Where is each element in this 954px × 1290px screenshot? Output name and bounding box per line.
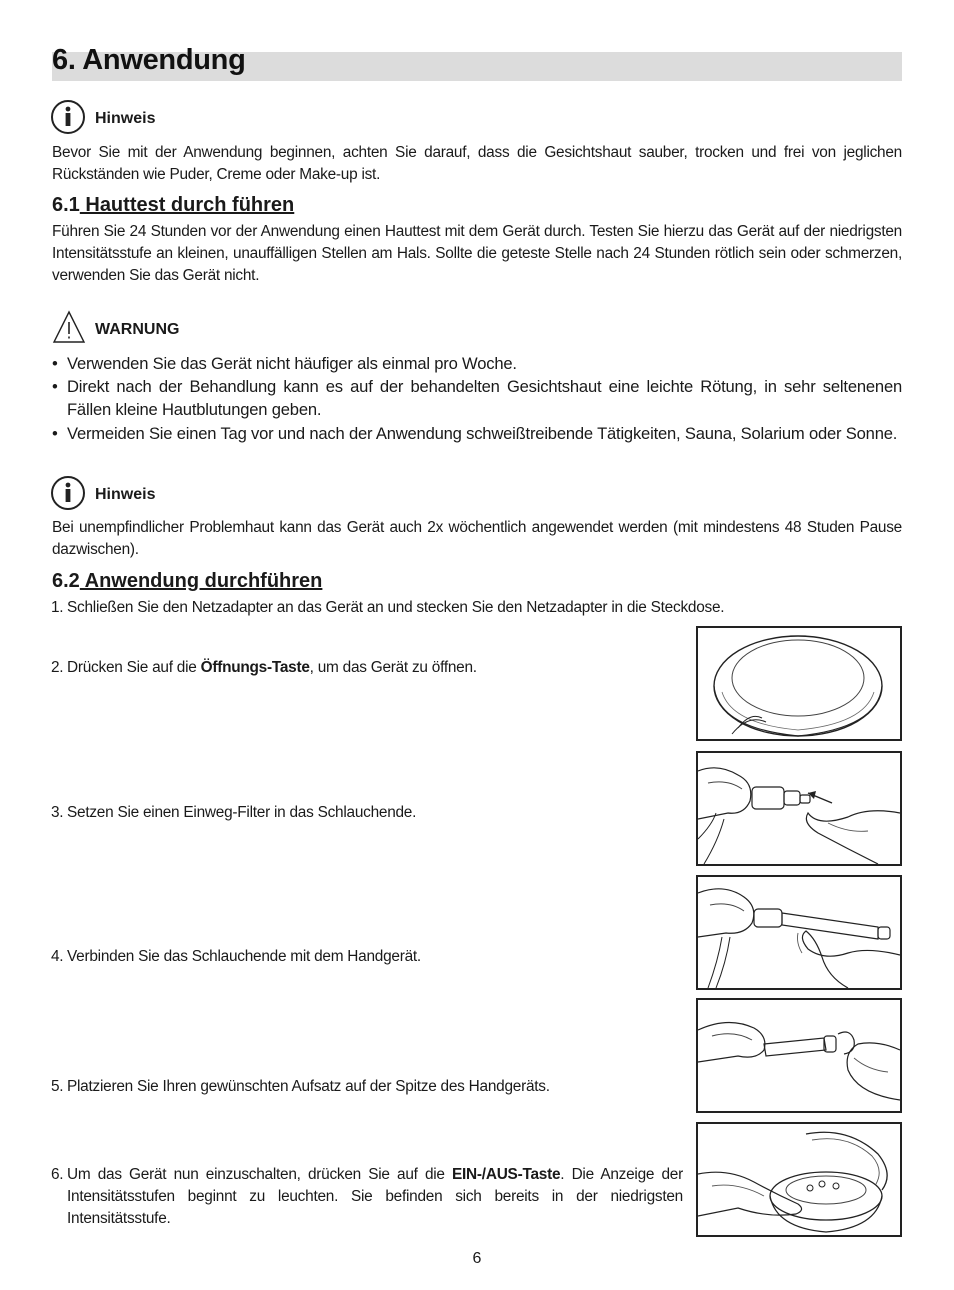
- bullet-text: Direkt nach der Behandlung kann es auf der behandelten Gesichtshaut eine leichte Rötung, in sehr seltenenen Fällen kleine Hautblutungen geben.: [67, 377, 902, 419]
- hose-connect-illustration: [696, 875, 902, 990]
- step-text: Drücken Sie auf die Öffnungs-Taste, um das Gerät zu öffnen.: [67, 659, 477, 676]
- section-number: 6.2: [52, 570, 80, 592]
- filter-insert-illustration: [696, 751, 902, 866]
- power-on-illustration: [696, 1122, 902, 1237]
- note-text: Bei unempfindlicher Problemhaut kann das Gerät auch 2x wöchentlich angewendet werden (mit mindestens 48 Studen Pause dazwischen).: [52, 519, 902, 558]
- step-number: 6.: [51, 1166, 64, 1183]
- bullet-dot: •: [52, 377, 58, 396]
- step-text: Verbinden Sie das Schlauchende mit dem Handgerät.: [67, 948, 421, 965]
- bullet-dot: •: [52, 354, 58, 373]
- note-heading: Hinweis: [95, 110, 156, 127]
- bullet-dot: •: [52, 424, 58, 443]
- device-closed-illustration: [696, 626, 902, 741]
- note-text: Bevor Sie mit der Anwendung beginnen, achten Sie darauf, dass die Gesichtshaut sauber, trocken und frei von jeglichen Rückständen wie Puder, Creme oder Make-up ist.: [52, 144, 902, 183]
- info-icon: [51, 100, 85, 134]
- page-title: 6. Anwendung: [52, 44, 246, 76]
- warning-heading: WARNUNG: [95, 321, 180, 338]
- section-number: 6.1: [52, 194, 80, 216]
- step-number: 1.: [51, 599, 64, 616]
- step-number: 2.: [51, 659, 64, 676]
- section-heading-6-2: [52, 570, 322, 593]
- step-text: Schließen Sie den Netzadapter an das Gerät an und stecken Sie den Netzadapter in die Steckdose.: [67, 599, 725, 616]
- attachment-place-illustration: [696, 998, 902, 1113]
- section-title: Anwendung durchführen: [79, 570, 323, 592]
- step-number: 5.: [51, 1078, 64, 1095]
- section-title: Hauttest durch führen: [79, 194, 295, 216]
- section-6-1-text: Führen Sie 24 Stunden vor der Anwendung einen Hauttest mit dem Gerät durch. Testen Sie hierzu das Gerät auf der niedrigsten Intensitätsstufe an kleinen, unauffälligen Stellen am Hals. Sollte die geteste Stelle nach 24 Stunden rötlich sein oder schmerzen, verwenden Sie das Gerät nicht.: [52, 223, 902, 284]
- step-text: Platzieren Sie Ihren gewünschten Aufsatz auf der Spitze des Handgeräts.: [67, 1078, 550, 1095]
- warning-icon: [52, 310, 86, 344]
- step-text: Setzen Sie einen Einweg-Filter in das Schlauchende.: [67, 804, 417, 821]
- step-number: 3.: [51, 804, 64, 821]
- section-heading-6-1: [52, 194, 294, 217]
- bullet-text: Vermeiden Sie einen Tag vor und nach der Anwendung schweißtreibende Tätigkeiten, Sauna, Solarium oder Sonne.: [67, 424, 898, 443]
- step-text: Um das Gerät nun einzuschalten, drücken Sie auf die EIN-/AUS-Taste. Die Anzeige der Intensitätsstufen beginnt zu leuchten. Sie befinden sich bereits in der niedrigsten Intensitätsstufe.: [67, 1166, 683, 1227]
- bullet-text: Verwenden Sie das Gerät nicht häufiger als einmal pro Woche.: [67, 354, 517, 373]
- info-icon: [51, 476, 85, 510]
- step-number: 4.: [51, 948, 64, 965]
- note-heading: Hinweis: [95, 486, 156, 503]
- page-number: 6: [472, 1250, 482, 1267]
